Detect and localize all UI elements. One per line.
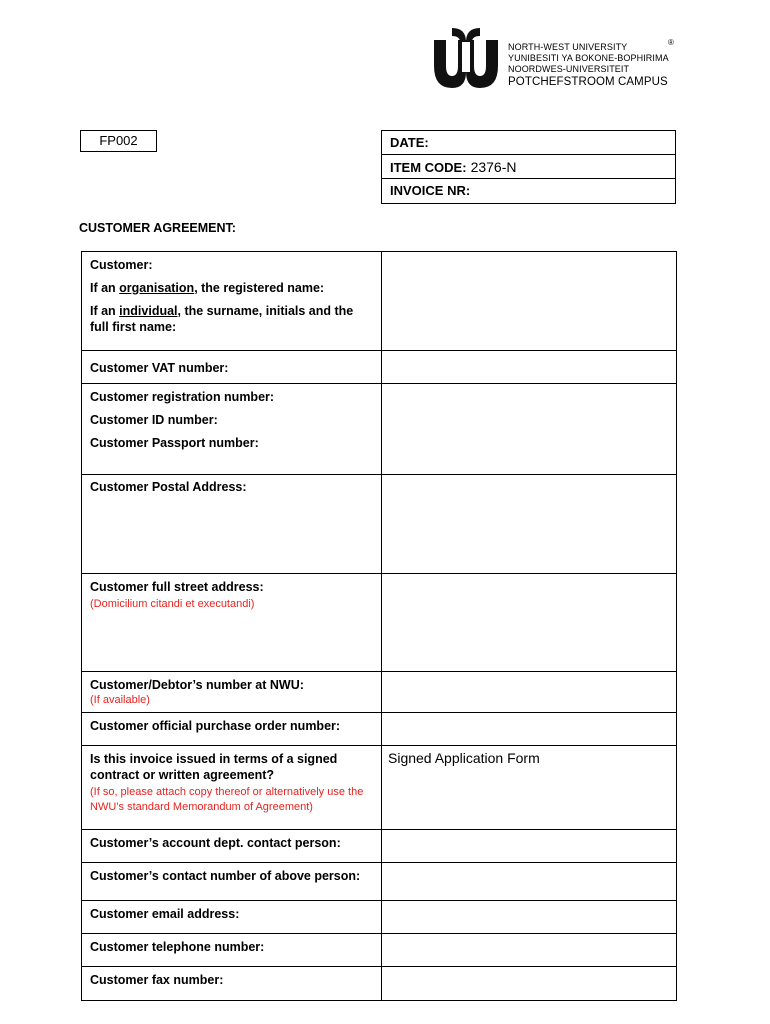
- ids-row: [82, 384, 676, 475]
- logo-line-english: NORTH-WEST UNIVERSITY: [508, 42, 628, 52]
- email-label: Customer email address:: [82, 901, 382, 933]
- contract-row: [82, 746, 676, 830]
- telephone-row: [82, 934, 676, 967]
- debtor-row: [82, 672, 676, 713]
- contract-label-cell: [82, 746, 382, 829]
- email-value-cell[interactable]: [382, 901, 676, 933]
- contract-value: Signed Application Form: [388, 750, 540, 766]
- postal-label: Customer Postal Address:: [82, 475, 382, 573]
- logo-campus: POTCHEFSTROOM CAMPUS: [508, 76, 668, 88]
- street-label-cell: [82, 574, 382, 671]
- date-row[interactable]: [382, 131, 675, 155]
- item-code-row[interactable]: [382, 155, 675, 179]
- item-code-label: ITEM CODE:: [390, 160, 467, 175]
- nwu-logo: [430, 26, 680, 96]
- date-label: DATE:: [390, 135, 429, 150]
- individual-label: If an individual, the surname, initials and the full first name:: [90, 304, 354, 334]
- contact-number-row: [82, 863, 676, 901]
- nwu-emblem-icon: [430, 26, 502, 92]
- section-title: CUSTOMER AGREEMENT:: [79, 221, 236, 235]
- contract-value-cell[interactable]: [382, 746, 676, 829]
- contact-number-value-cell[interactable]: [382, 863, 676, 900]
- registration-label: Customer registration number:: [90, 390, 275, 404]
- vat-row: [82, 351, 676, 384]
- customer-label: Customer:: [90, 258, 153, 272]
- customer-agreement-table: [81, 251, 677, 1001]
- contact-number-label: Customer’s contact number of above person:: [82, 863, 382, 900]
- debtor-note: (If available): [90, 694, 150, 706]
- street-note: (Domicilium citandi et executandi): [90, 598, 255, 610]
- contact-person-row: [82, 830, 676, 863]
- invoice-label: INVOICE NR:: [390, 183, 471, 198]
- postal-value-cell[interactable]: [382, 475, 676, 573]
- email-row: [82, 901, 676, 934]
- passport-label: Customer Passport number:: [90, 436, 259, 450]
- debtor-label: Customer/Debtor’s number at NWU:: [90, 678, 304, 692]
- street-label: Customer full street address:: [90, 580, 264, 594]
- ids-value-cell[interactable]: [382, 384, 676, 474]
- organisation-label: If an organisation, the registered name:: [90, 281, 325, 295]
- form-number: FP002: [80, 130, 157, 152]
- purchase-order-label: Customer official purchase order number:: [82, 713, 382, 745]
- logo-line-setswana: YUNIBESITI YA BOKONE-BOPHIRIMA: [508, 53, 669, 63]
- fax-label: Customer fax number:: [82, 967, 382, 1000]
- postal-row: [82, 475, 676, 574]
- purchase-order-row: [82, 713, 676, 746]
- logo-line-afrikaans: NOORDWES-UNIVERSITEIT: [508, 64, 630, 74]
- debtor-value-cell[interactable]: [382, 672, 676, 712]
- contact-person-label: Customer’s account dept. contact person:: [82, 830, 382, 862]
- telephone-label: Customer telephone number:: [82, 934, 382, 966]
- contact-person-value-cell[interactable]: [382, 830, 676, 862]
- customer-value-cell[interactable]: [382, 252, 676, 350]
- vat-value-cell[interactable]: [382, 351, 676, 383]
- telephone-value-cell[interactable]: [382, 934, 676, 966]
- fax-value-cell[interactable]: [382, 967, 676, 1000]
- id-number-label: Customer ID number:: [90, 413, 218, 427]
- customer-row: [82, 252, 676, 351]
- ids-label-cell: [82, 384, 382, 474]
- customer-label-cell: [82, 252, 382, 350]
- registered-mark: ®: [668, 38, 674, 47]
- street-value-cell[interactable]: [382, 574, 676, 671]
- street-row: [82, 574, 676, 672]
- header-table: [381, 130, 676, 204]
- item-code-value: 2376-N: [470, 159, 517, 175]
- vat-label: Customer VAT number:: [82, 351, 382, 383]
- debtor-label-cell: [82, 672, 382, 712]
- contract-note: (If so, please attach copy thereof or alternatively use the NWU’s standard Memorandum of Agreement): [90, 786, 364, 813]
- purchase-order-value-cell[interactable]: [382, 713, 676, 745]
- fax-row: [82, 967, 676, 1000]
- contract-label: Is this invoice issued in terms of a signed contract or written agreement?: [90, 752, 338, 782]
- invoice-row[interactable]: [382, 179, 675, 203]
